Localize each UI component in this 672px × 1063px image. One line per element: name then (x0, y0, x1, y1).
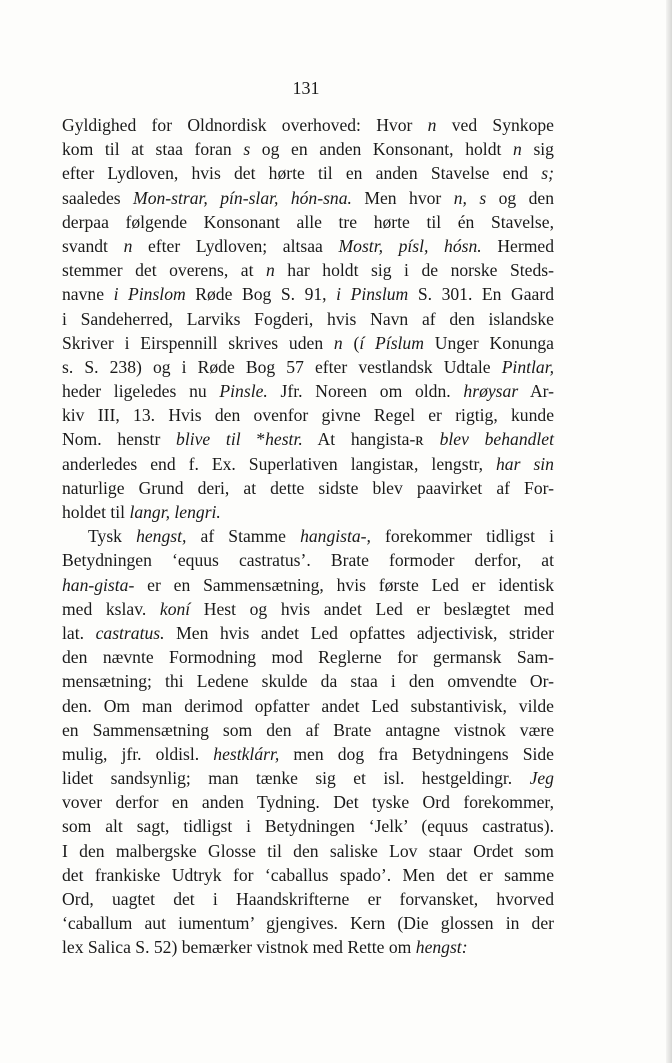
text-line: derpaa følgende Konsonant alle tre hørte til én Stavelse, (62, 211, 554, 232)
text-line: svandt n efter Lydloven; altsaa Mostr, písl, hósn. Hermed (62, 235, 554, 256)
text-line: det frankiske Udtryk for ‘caballus spado’. Men det er samme (62, 864, 554, 885)
text-line: holdet til langr, lengri. (62, 502, 221, 522)
text-line: Ord, uagtet det i Haandskrifterne er forvansket, hvorved (62, 889, 554, 909)
text-line: lex Salica S. 52) bemærker vistnok med Rette om hengst: (62, 937, 468, 958)
text-line: anderledes end f. Ex. Superlativen langistaʀ, lengstr, har sin (62, 453, 554, 474)
text-line: heder ligeledes nu Pinsle. Jfr. Noreen om oldn. hrøysar Ar- (62, 381, 555, 402)
text-line: saaledes Mon-strar, pín-slar, hón-sna. Men hvor n, s og den (62, 187, 555, 208)
text-line: s. S. 238) og i Røde Bog 57 efter vestlandsk Udtale Pintlar, (62, 356, 554, 377)
text-line: mensætning; thi Ledene skulde da staa i den omvendte Or- (62, 671, 554, 692)
text-line: mulig, jfr. oldisl. hestklárr, men dog fra Betydningens Side (62, 743, 554, 764)
text-line: kom til at staa foran s og en anden Konsonant, holdt n sig (62, 139, 554, 160)
text-line: han-gista- er en Sammensætning, hvis første Led er identisk (62, 574, 554, 595)
paragraph (62, 113, 554, 524)
text-line: Tysk hengst, af Stamme hangista-, forekommer tidligst i (88, 526, 555, 547)
text-line: ‘caballum aut iumentum’ gjengives. Kern (Die glossen in der (62, 913, 554, 934)
text-line: Gyldighed for Oldnordisk overhoved: Hvor n ved Synkope (62, 115, 554, 135)
text-line: lat. castratus. Men hvis andet Led opfattes adjectivisk, strider (62, 622, 554, 643)
text-line: lidet sandsynlig; man tænke sig et isl. hestgeldingr. Jeg (62, 768, 554, 789)
page-edge-shadow (666, 0, 672, 1063)
text-line: Skriver i Eirspennill skrives uden n (í Píslum Unger Konunga (62, 332, 554, 353)
body-text (62, 113, 554, 960)
text-line: den. Om man derimod opfatter andet Led substantivisk, vilde (62, 695, 554, 716)
page-number: 131 (292, 78, 320, 98)
text-line: med kslav. koní Hest og hvis andet Led er beslægtet med (62, 598, 555, 619)
text-line: I den malbergske Glosse til den saliske Lov staar Ordet som (62, 840, 554, 861)
text-line: Betydningen ‘equus castratus’. Brate formoder derfor, at (62, 550, 554, 571)
text-line: vover derfor en anden Tydning. Det tyske Ord forekommer, (62, 792, 554, 813)
paragraph (62, 524, 554, 959)
text-line: stemmer det overens, at n har holdt sig i de norske Steds- (62, 260, 554, 281)
text-line: som alt sagt, tidligst i Betydningen ‘Jelk’ (equus castratus). (62, 816, 554, 837)
text-line: den nævnte Formodning mod Reglerne for germansk Sam- (62, 647, 554, 668)
text-line: efter Lydloven, hvis det hørte til en anden Stavelse end s; (62, 163, 554, 184)
text-line: Nom. henstr blive til *hestr. At hangista-ʀ blev behandlet (62, 429, 555, 450)
text-line: navne i Pinslom Røde Bog S. 91, i Pinslum S. 301. En Gaard (62, 284, 554, 305)
text-line: en Sammensætning som den af Brate antagne vistnok være (62, 719, 554, 740)
text-line: i Sandeherred, Larviks Fogderi, hvis Navn af den islandske (62, 308, 554, 329)
text-line: kiv III, 13. Hvis den ovenfor givne Regel er rigtig, kunde (62, 405, 554, 426)
text-line: naturlige Grund deri, at dette sidste blev paavirket af For- (62, 477, 554, 498)
